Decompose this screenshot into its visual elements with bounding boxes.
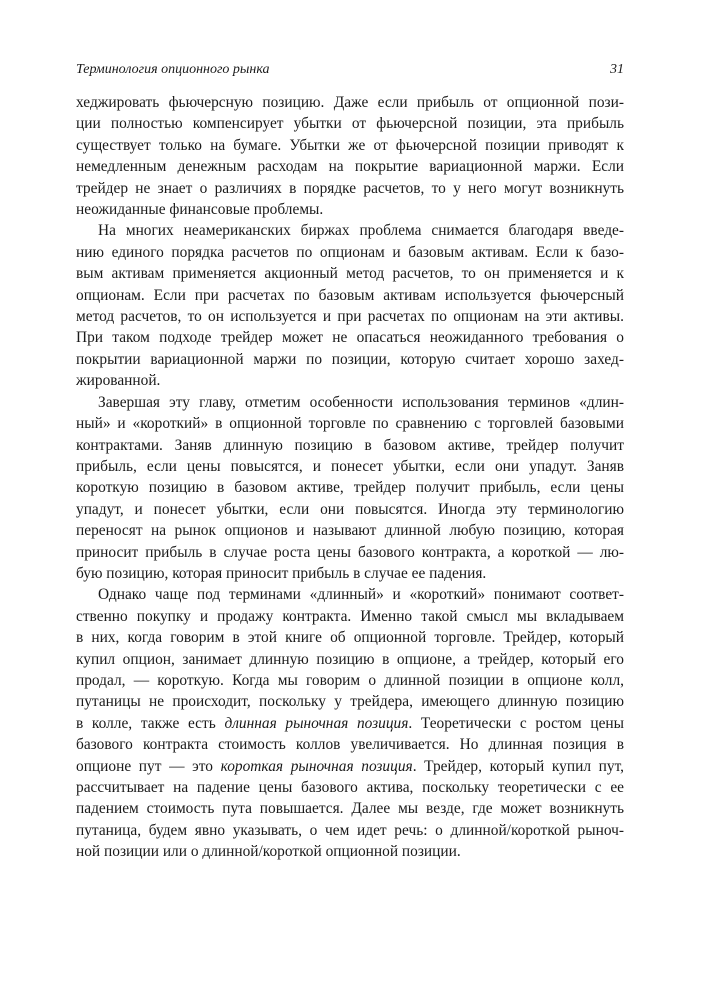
text-line: путаницы не происходит, поскольку у трейдера, имеющего длинную позицию (76, 693, 624, 711)
text-line (76, 713, 624, 734)
text-line: немедленным денежным расходам на покрытие вариационной маржи. Если (76, 158, 624, 176)
chapter-title: Терминология опционного рынка (76, 62, 270, 77)
paragraph (76, 584, 624, 862)
text-line: прибыль, если цены повысятся, и понесет убытки, если они упадут. Заняв (76, 457, 624, 475)
text-segment: . Теоретически с ростом цены (408, 714, 624, 732)
text-segment: . Трейдер, который купил пут, (412, 757, 625, 775)
text-line: ный» и «короткий» в опционной торговле по сравнению с торговлей базовыми (76, 415, 624, 433)
text-line: путаница, будем явно указывать, о чем идет речь: о длинной/короткой рыноч- (76, 821, 624, 839)
text-line: Завершая эту главу, отметим особенности использования терминов «длин- (98, 393, 624, 411)
page-number: 31 (610, 62, 624, 77)
text-line: трейдер не знает о различиях в порядке расчетов, то у него могут возникнуть (76, 179, 624, 197)
text-line: существует только на бумаге. Убытки же от фьючерсной позиции приводят к (76, 136, 624, 154)
text-line: На многих неамериканских биржах проблема снимается благодаря введе- (98, 222, 624, 240)
paragraph (76, 392, 624, 585)
text-segment: опционе пут — это (76, 757, 221, 775)
text-line: метод расчетов, то он используется и при расчетах по опционам на эти активы. (76, 308, 624, 326)
text-line: нию единого порядка расчетов по опционам и базовым активам. Если к базо- (76, 243, 624, 261)
paragraph (76, 220, 624, 391)
running-header (76, 62, 624, 78)
text-line: покрытии вариационной маржи по позиции, которую считает хорошо захед- (76, 350, 624, 368)
text-line: переносят на рынок опционов и называют длинной любую позицию, которая (76, 522, 624, 540)
text-line: ции полностью компенсирует убытки от фьючерсной позиции, эта прибыль (76, 115, 624, 133)
text-line: ной позиции или о длинной/короткой опционной позиции. (76, 843, 461, 861)
text-line: продал, — короткую. Когда мы говорим о длинной позиции в опционе колл, (76, 671, 624, 689)
text-line: короткую позицию в базовом активе, трейдер получит прибыль, если цены (76, 479, 624, 497)
text-line: вым активам применяется акционный метод расчетов, то он применяется и к (76, 265, 624, 283)
book-page (76, 0, 624, 1000)
text-line: приносит прибыль в случае роста цены базового контракта, а короткой — лю- (76, 543, 624, 561)
text-line: жированной. (76, 372, 161, 390)
text-line: падением стоимость пута повышается. Далее мы везде, где может возникнуть (76, 800, 624, 818)
text-line: упадут, и понесет убытки, если они повысятся. Иногда эту терминологию (76, 500, 624, 518)
text-line: контрактами. Заняв длинную позицию в базовом активе, трейдер получит (76, 436, 624, 454)
text-line: опционам. Если при расчетах по базовым активам используется фьючерсный (76, 286, 624, 304)
paragraph (76, 92, 624, 220)
text-line: Однако чаще под терминами «длинный» и «короткий» понимают соответ- (98, 586, 624, 604)
italic-term: длинная рыночная позиция (224, 714, 409, 732)
body-text (76, 92, 624, 863)
text-line: неожиданные финансовые проблемы. (76, 201, 324, 219)
text-line: хеджировать фьючерсную позицию. Даже если прибыль от опционной пози- (76, 94, 624, 111)
text-line: рассчитывает на падение цены базового актива, поскольку теоретически с ее (76, 779, 624, 796)
text-line: При таком подходе трейдер может не опасаться неожиданного требования о (76, 329, 624, 347)
text-line: в них, когда говорим в этой книге об опционной торговле. Трейдер, который (76, 629, 624, 647)
text-line: бую позицию, которая приносит прибыль в случае ее падения. (76, 564, 487, 582)
text-line (76, 756, 624, 777)
text-line: ственно покупку и продажу контракта. Именно такой смысл мы вкладываем (76, 607, 624, 625)
text-segment: в колле, также есть (76, 714, 225, 732)
text-line: базового контракта стоимость коллов увеличивается. Но длинная позиция в (76, 736, 624, 754)
italic-term: короткая рыночная позиция (220, 757, 413, 775)
text-line: купил опцион, занимает длинную позицию в опционе, а трейдер, который его (76, 650, 624, 668)
